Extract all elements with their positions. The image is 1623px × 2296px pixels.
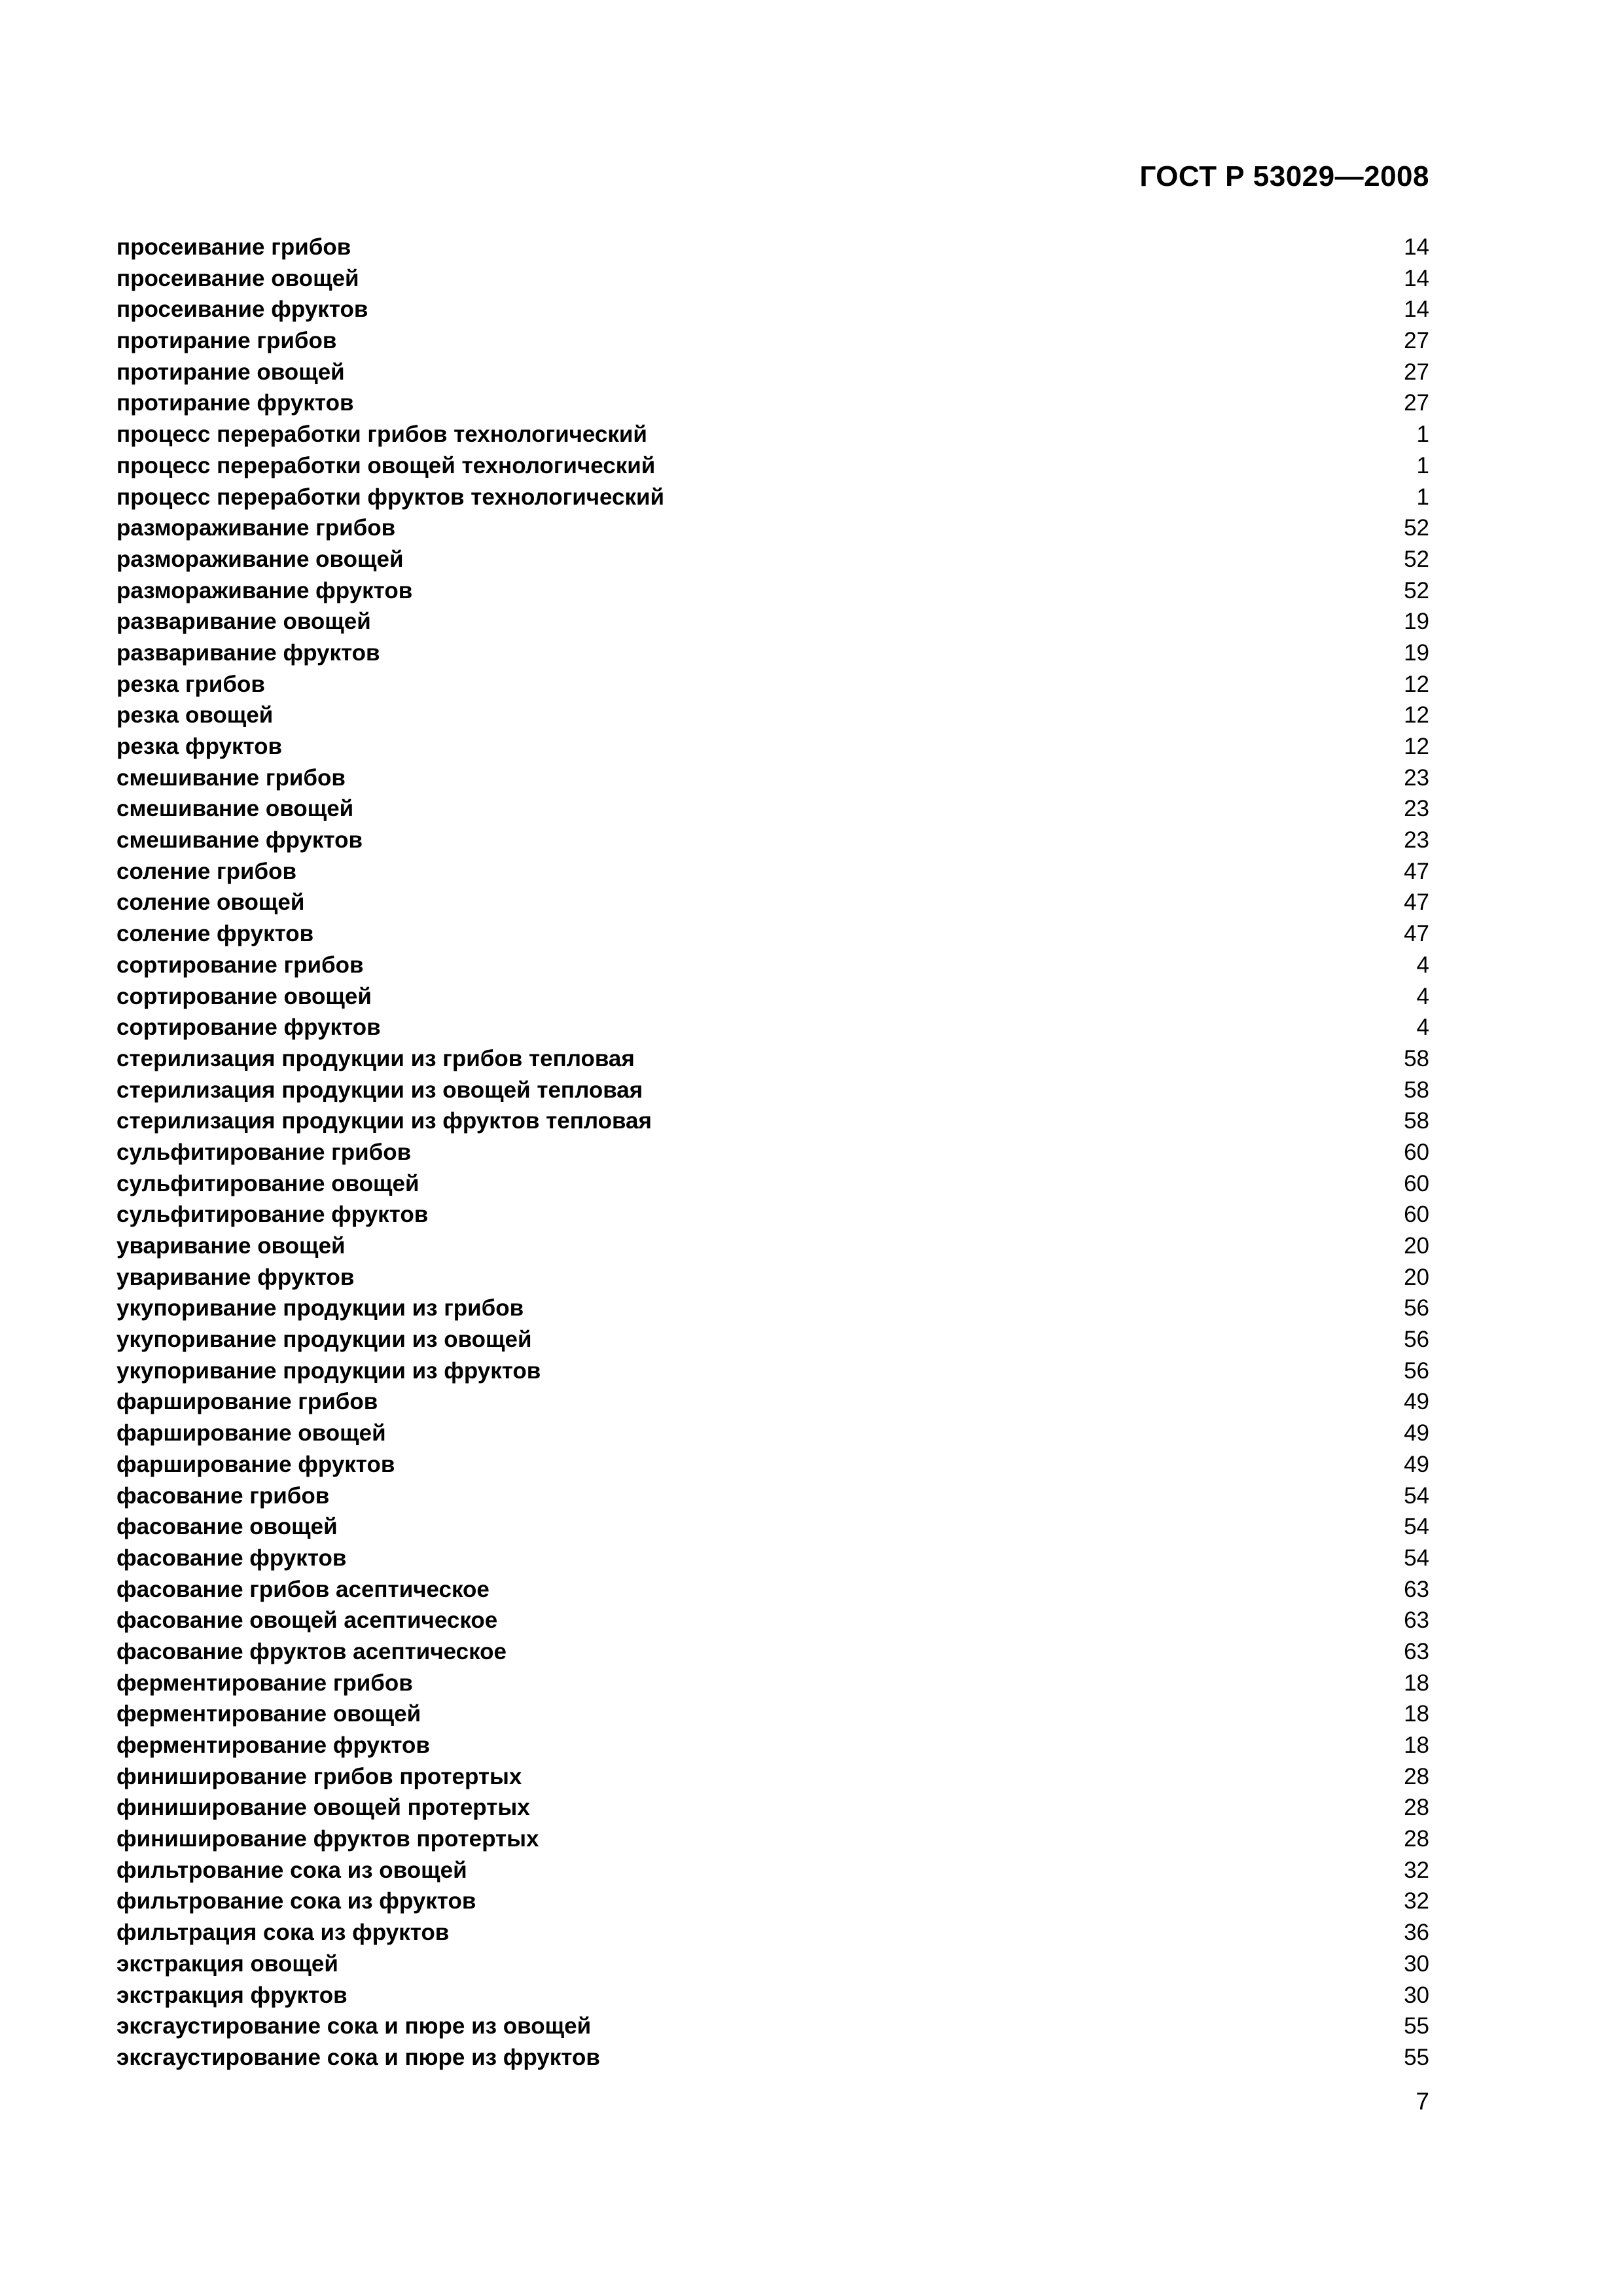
index-entry	[116, 325, 1429, 357]
index-page-reference: 63	[1404, 1607, 1429, 1634]
index-entry	[116, 294, 1429, 325]
index-page-reference: 32	[1404, 1888, 1429, 1914]
index-page-reference: 12	[1404, 734, 1429, 759]
index-entry	[116, 669, 1429, 700]
index-entry	[116, 482, 1429, 513]
index-entry	[116, 2011, 1429, 2042]
index-page-reference: 54	[1404, 1514, 1429, 1540]
index-entry	[116, 1355, 1429, 1387]
index-term: ферментирование фруктов	[116, 1732, 430, 1758]
index-entry	[116, 1418, 1429, 1449]
index-term: фарширование фруктов	[116, 1451, 395, 1477]
index-entry	[116, 700, 1429, 731]
index-term: уваривание фруктов	[116, 1264, 355, 1290]
index-page-reference: 27	[1404, 390, 1429, 416]
index-page-reference: 23	[1404, 764, 1429, 791]
index-page-reference: 18	[1404, 1732, 1429, 1758]
index-page-reference: 20	[1404, 1264, 1429, 1290]
index-term: ферментирование грибов	[116, 1670, 413, 1696]
index-term: финиширование фруктов протертых	[116, 1826, 539, 1852]
page-number: 7	[1416, 2088, 1429, 2115]
index-term: фасование грибов	[116, 1482, 330, 1509]
index-term: сульфитирование грибов	[116, 1139, 412, 1165]
index-entry	[116, 1855, 1429, 1886]
index-entry	[116, 1917, 1429, 1948]
index-term: просеивание фруктов	[116, 296, 368, 323]
index-entry	[116, 918, 1429, 950]
index-entry	[116, 512, 1429, 544]
index-entry	[116, 793, 1429, 825]
index-entry	[116, 887, 1429, 918]
index-term: стерилизация продукции из грибов тепловая	[116, 1045, 635, 1071]
index-page-reference: 32	[1404, 1857, 1429, 1883]
index-entry	[116, 1105, 1429, 1137]
index-page-reference: 55	[1404, 2013, 1429, 2039]
index-page-reference: 54	[1404, 1482, 1429, 1509]
index-page-reference: 49	[1404, 1451, 1429, 1477]
index-page-reference: 52	[1404, 577, 1429, 603]
index-page-reference: 30	[1404, 1950, 1429, 1977]
index-page-reference: 27	[1404, 359, 1429, 385]
index-entry	[116, 1386, 1429, 1418]
index-entry	[116, 1230, 1429, 1262]
index-entry	[116, 1886, 1429, 1917]
index-page-reference: 1	[1416, 484, 1429, 510]
index-entry	[116, 1668, 1429, 1699]
index-term: процесс переработки грибов технологический	[116, 422, 647, 448]
index-term: укупоривание продукции из овощей	[116, 1327, 532, 1353]
index-term: соление овощей	[116, 889, 305, 916]
index-page-reference: 30	[1404, 1982, 1429, 2008]
index-term: смешивание грибов	[116, 764, 346, 791]
index-page-reference: 60	[1404, 1139, 1429, 1165]
index-entry	[116, 856, 1429, 888]
index-term: уваривание овощей	[116, 1233, 346, 1259]
index-page-reference: 4	[1416, 952, 1429, 978]
index-page-reference: 52	[1404, 546, 1429, 572]
index-term: резка овощей	[116, 702, 274, 728]
index-term: фильтрация сока из фруктов	[116, 1920, 450, 1946]
index-page-reference: 12	[1404, 671, 1429, 697]
index-page-reference: 28	[1404, 1795, 1429, 1821]
index-page-reference: 56	[1404, 1295, 1429, 1321]
index-entry	[116, 2042, 1429, 2073]
index-term: размораживание фруктов	[116, 577, 413, 603]
index-term: фильтрование сока из овощей	[116, 1857, 467, 1883]
index-page-reference: 27	[1404, 328, 1429, 354]
index-entry	[116, 1075, 1429, 1106]
index-page-reference: 19	[1404, 639, 1429, 666]
document-header-standard-code: ГОСТ Р 53029—2008	[1139, 160, 1429, 192]
index-entry	[116, 357, 1429, 388]
alphabetical-index-list	[116, 232, 1429, 2073]
index-term: смешивание овощей	[116, 796, 354, 822]
index-entry	[116, 1012, 1429, 1043]
index-page-reference: 58	[1404, 1077, 1429, 1103]
index-page-reference: 23	[1404, 827, 1429, 853]
index-term: размораживание грибов	[116, 515, 396, 541]
index-entry	[116, 1980, 1429, 2011]
index-entry	[116, 232, 1429, 263]
index-page-reference: 63	[1404, 1638, 1429, 1664]
index-entry	[116, 263, 1429, 295]
index-term: фарширование грибов	[116, 1389, 378, 1415]
index-term: просеивание грибов	[116, 234, 351, 260]
index-entry	[116, 1168, 1429, 1200]
index-entry	[116, 1137, 1429, 1168]
index-term: ферментирование овощей	[116, 1701, 421, 1727]
index-term: стерилизация продукции из овощей тепловая	[116, 1077, 643, 1103]
index-entry	[116, 1262, 1429, 1293]
index-entry	[116, 1324, 1429, 1355]
index-entry	[116, 450, 1429, 482]
index-term: разваривание овощей	[116, 609, 371, 635]
index-entry	[116, 1199, 1429, 1230]
index-entry	[116, 544, 1429, 575]
index-term: экстракция овощей	[116, 1950, 338, 1977]
index-entry	[116, 637, 1429, 669]
index-entry	[116, 1730, 1429, 1761]
index-term: укупоривание продукции из грибов	[116, 1295, 524, 1321]
index-term: фасование фруктов	[116, 1545, 347, 1571]
index-term: эксгаустирование сока и пюре из овощей	[116, 2013, 592, 2039]
index-entry	[116, 825, 1429, 856]
index-entry	[116, 419, 1429, 450]
index-entry	[116, 575, 1429, 607]
index-entry	[116, 1543, 1429, 1574]
index-page-reference: 28	[1404, 1763, 1429, 1789]
index-term: сульфитирование фруктов	[116, 1202, 429, 1228]
index-entry	[116, 731, 1429, 762]
index-entry	[116, 387, 1429, 419]
index-term: фасование грибов асептическое	[116, 1576, 490, 1602]
index-page-reference: 58	[1404, 1045, 1429, 1071]
index-entry	[116, 606, 1429, 637]
index-entry	[116, 1480, 1429, 1512]
index-page-reference: 18	[1404, 1701, 1429, 1727]
index-entry	[116, 1698, 1429, 1730]
index-term: разваривание фруктов	[116, 639, 380, 666]
index-page-reference: 56	[1404, 1327, 1429, 1353]
index-term: соление фруктов	[116, 921, 314, 947]
index-page-reference: 1	[1416, 452, 1429, 478]
index-page-reference: 60	[1404, 1202, 1429, 1228]
index-term: протирание грибов	[116, 328, 337, 354]
index-page-reference: 1	[1416, 422, 1429, 448]
index-page-reference: 49	[1404, 1420, 1429, 1446]
index-term: размораживание овощей	[116, 546, 404, 572]
index-term: фасование фруктов асептическое	[116, 1638, 507, 1664]
index-entry	[116, 1605, 1429, 1636]
index-page-reference: 52	[1404, 515, 1429, 541]
index-term: эксгаустирование сока и пюре из фруктов	[116, 2044, 600, 2070]
index-term: фильтрование сока из фруктов	[116, 1888, 476, 1914]
index-entry	[116, 1636, 1429, 1668]
index-term: укупоривание продукции из фруктов	[116, 1357, 541, 1384]
index-term: просеивание овощей	[116, 265, 359, 291]
index-entry	[116, 1293, 1429, 1324]
index-term: финиширование овощей протертых	[116, 1795, 530, 1821]
index-page-reference: 14	[1404, 234, 1429, 260]
index-term: процесс переработки фруктов технологический	[116, 484, 665, 510]
index-term: стерилизация продукции из фруктов тепловая	[116, 1108, 652, 1134]
index-page-reference: 63	[1404, 1576, 1429, 1602]
index-entry	[116, 950, 1429, 981]
index-term: фасование овощей	[116, 1514, 338, 1540]
index-term: протирание овощей	[116, 359, 345, 385]
index-entry	[116, 1043, 1429, 1075]
index-term: смешивание фруктов	[116, 827, 363, 853]
index-term: резка грибов	[116, 671, 265, 697]
index-entry	[116, 1948, 1429, 1980]
index-page-reference: 4	[1416, 983, 1429, 1009]
index-page-reference: 4	[1416, 1014, 1429, 1041]
index-page-reference: 14	[1404, 296, 1429, 323]
index-page-reference: 20	[1404, 1233, 1429, 1259]
index-page-reference: 47	[1404, 889, 1429, 916]
index-term: протирание фруктов	[116, 390, 354, 416]
index-entry	[116, 1511, 1429, 1543]
index-page-reference: 49	[1404, 1389, 1429, 1415]
index-term: резка фруктов	[116, 734, 283, 759]
index-term: соление грибов	[116, 858, 297, 884]
index-page-reference: 12	[1404, 702, 1429, 728]
index-entry	[116, 1792, 1429, 1823]
index-term: сортирование овощей	[116, 983, 372, 1009]
index-term: финиширование грибов протертых	[116, 1763, 522, 1789]
index-page-reference: 19	[1404, 609, 1429, 635]
index-page-reference: 60	[1404, 1170, 1429, 1196]
index-page-reference: 47	[1404, 921, 1429, 947]
index-page-reference: 28	[1404, 1826, 1429, 1852]
index-page-reference: 14	[1404, 265, 1429, 291]
index-term: фасование овощей асептическое	[116, 1607, 498, 1634]
index-term: сортирование грибов	[116, 952, 364, 978]
index-page-reference: 55	[1404, 2044, 1429, 2070]
index-entry	[116, 762, 1429, 794]
index-page-reference: 18	[1404, 1670, 1429, 1696]
index-entry	[116, 981, 1429, 1013]
index-term: процесс переработки овощей технологический	[116, 452, 656, 478]
index-page-reference: 56	[1404, 1357, 1429, 1384]
index-term: фарширование овощей	[116, 1420, 386, 1446]
index-page-reference: 58	[1404, 1108, 1429, 1134]
index-term: экстракция фруктов	[116, 1982, 348, 2008]
index-entry	[116, 1449, 1429, 1480]
index-page-reference: 47	[1404, 858, 1429, 884]
index-term: сортирование фруктов	[116, 1014, 381, 1041]
index-entry	[116, 1574, 1429, 1605]
index-entry	[116, 1761, 1429, 1793]
index-entry	[116, 1823, 1429, 1855]
index-term: сульфитирование овощей	[116, 1170, 419, 1196]
index-page-reference: 23	[1404, 796, 1429, 822]
index-page-reference: 36	[1404, 1920, 1429, 1946]
index-page-reference: 54	[1404, 1545, 1429, 1571]
